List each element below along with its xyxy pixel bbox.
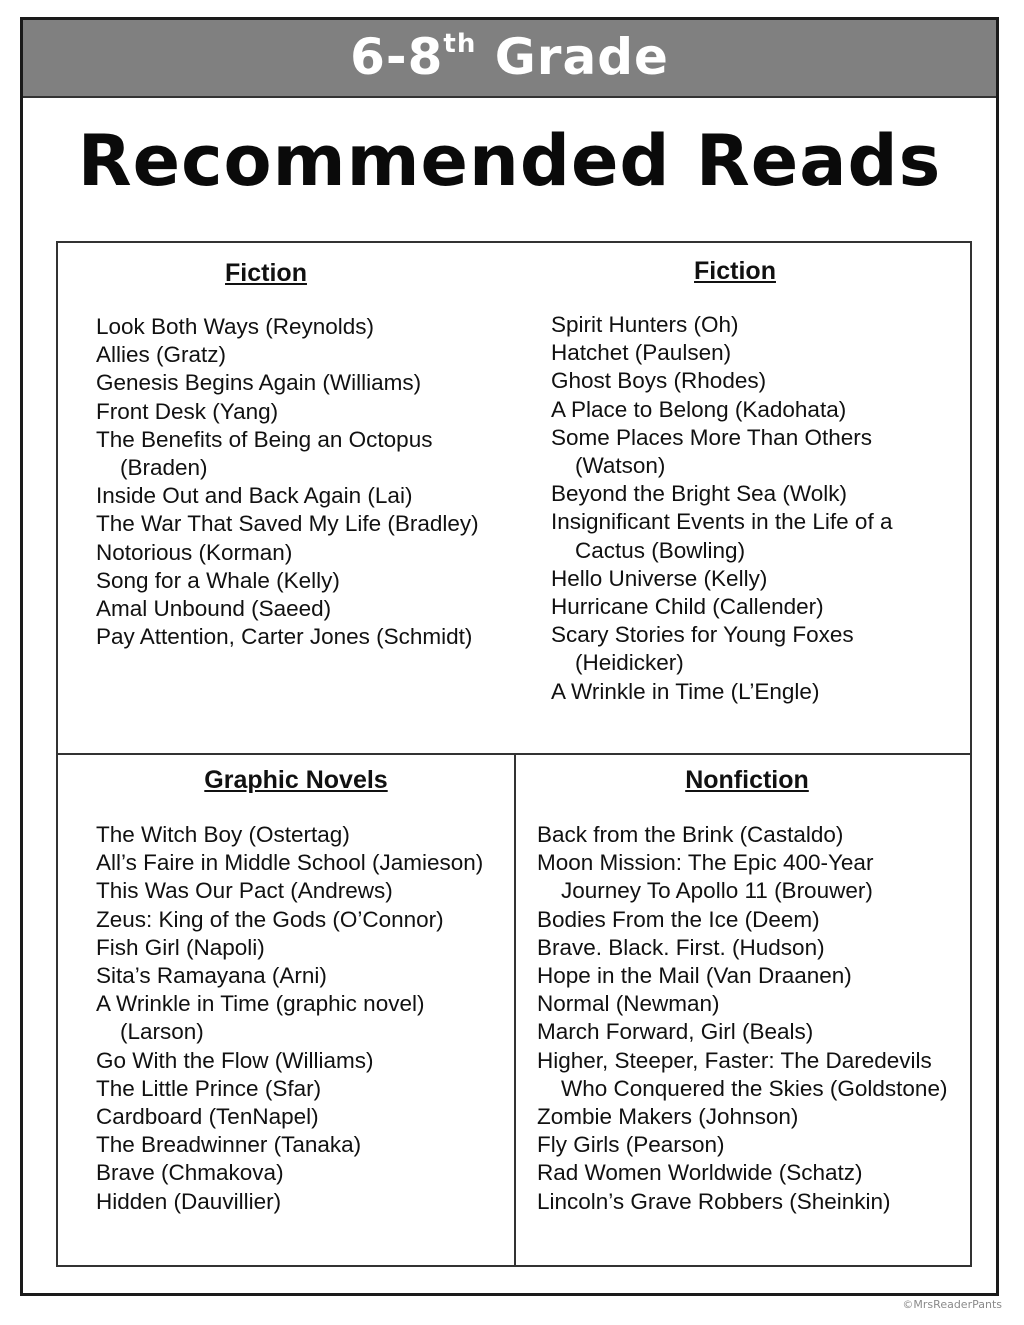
book-table: [56, 241, 972, 1267]
page-title: Recommended Reads: [77, 120, 942, 202]
book-list-item: A Wrinkle in Time (graphic novel) (Larson): [96, 991, 425, 1045]
book-list-item: Rad Women Worldwide (Schatz): [537, 1160, 863, 1186]
book-list-item: Hatchet (Paulsen): [551, 340, 732, 366]
book-list-item: Fish Girl (Napoli): [96, 934, 265, 960]
section-heading: Fiction: [694, 257, 776, 285]
book-list-item: Allies (Gratz): [96, 342, 227, 368]
book-list-item: Hope in the Mail (Van Draanen): [537, 963, 852, 989]
book-list-item: Front Desk (Yang): [96, 398, 279, 424]
book-list-item: Bodies From the Ice (Deem): [537, 906, 820, 932]
book-list-item: The Benefits of Being an Octopus (Braden): [96, 426, 433, 481]
fiction-section-right: [551, 255, 951, 706]
book-list-item: Hello Universe (Kelly): [551, 565, 768, 591]
book-list-item: Brave (Chmakova): [96, 1160, 284, 1186]
book-list-item: Normal (Newman): [537, 991, 720, 1017]
book-list-item: Pay Attention, Carter Jones (Schmidt): [96, 624, 473, 650]
copyright-notice: ©MrsReaderPants: [902, 1298, 1002, 1311]
book-list-item: Amal Unbound (Saeed): [96, 596, 332, 622]
book-list-item: Zeus: King of the Gods (O’Connor): [96, 906, 444, 932]
book-list-item: The Breadwinner (Tanaka): [96, 1132, 362, 1158]
grade-word: Grade: [476, 28, 669, 86]
book-list-item: A Place to Belong (Kadohata): [551, 396, 847, 422]
book-list-item: Sita’s Ramayana (Arni): [96, 963, 327, 989]
book-list-item: A Wrinkle in Time (L’Engle): [551, 678, 820, 704]
book-list-item: Genesis Begins Again (Williams): [96, 370, 422, 396]
book-list-item: Fly Girls (Pearson): [537, 1132, 725, 1158]
book-list-item: The Witch Boy (Ostertag): [96, 822, 350, 847]
book-list: [96, 821, 496, 1216]
book-list-item: Notorious (Korman): [96, 539, 293, 565]
grade-ordinal-suffix: th: [443, 29, 477, 59]
book-list-item: Zombie Makers (Johnson): [537, 1104, 799, 1130]
table-vertical-divider: [514, 753, 516, 1265]
graphic-novels-section: [96, 764, 496, 1216]
book-list-item: Go With the Flow (Williams): [96, 1047, 374, 1073]
book-list-item: Song for a Whale (Kelly): [96, 567, 340, 593]
book-list-item: Brave. Black. First. (Hudson): [537, 934, 825, 960]
fiction-section-left: [96, 257, 496, 651]
book-list-item: Higher, Steeper, Faster: The Daredevils Who Conquered the Skies (Goldstone): [537, 1047, 948, 1101]
book-list-item: Moon Mission: The Epic 400-Year Journey To Apollo 11 (Brouwer): [537, 850, 874, 904]
book-list-item: Scary Stories for Young Foxes (Heidicker): [551, 622, 854, 676]
book-list-item: Look Both Ways (Reynolds): [96, 314, 375, 339]
section-heading: Graphic Novels: [204, 766, 388, 794]
book-list: [551, 311, 951, 706]
book-list-item: All’s Faire in Middle School (Jamieson): [96, 850, 484, 876]
book-list-item: Inside Out and Back Again (Lai): [96, 483, 413, 509]
book-list-item: Some Places More Than Others (Watson): [551, 424, 872, 479]
grade-number: 6-8: [350, 28, 444, 86]
book-list-item: Spirit Hunters (Oh): [551, 312, 739, 337]
book-list: [96, 313, 496, 651]
page-frame: [20, 17, 999, 1296]
book-list-item: The War That Saved My Life (Bradley): [96, 511, 479, 537]
grade-header-band: [23, 20, 996, 98]
book-list-item: Hurricane Child (Callender): [551, 594, 824, 620]
book-list-item: March Forward, Girl (Beals): [537, 1019, 814, 1045]
grade-title: [23, 20, 996, 88]
book-list-item: Hidden (Dauvillier): [96, 1188, 282, 1214]
section-heading: Fiction: [225, 259, 307, 287]
book-list-item: Back from the Brink (Castaldo): [537, 822, 844, 847]
book-list-item: The Little Prince (Sfar): [96, 1075, 322, 1101]
book-list: [537, 821, 957, 1216]
book-list-item: This Was Our Pact (Andrews): [96, 878, 393, 904]
nonfiction-section: [537, 764, 957, 1216]
book-list-item: Cardboard (TenNapel): [96, 1104, 319, 1130]
book-list-item: Beyond the Bright Sea (Wolk): [551, 481, 847, 507]
book-list-item: Ghost Boys (Rhodes): [551, 368, 767, 394]
book-list-item: Insignificant Events in the Life of a Cactus (Bowling): [551, 509, 893, 563]
book-list-item: Lincoln’s Grave Robbers (Sheinkin): [537, 1188, 891, 1214]
section-heading: Nonfiction: [685, 766, 809, 794]
